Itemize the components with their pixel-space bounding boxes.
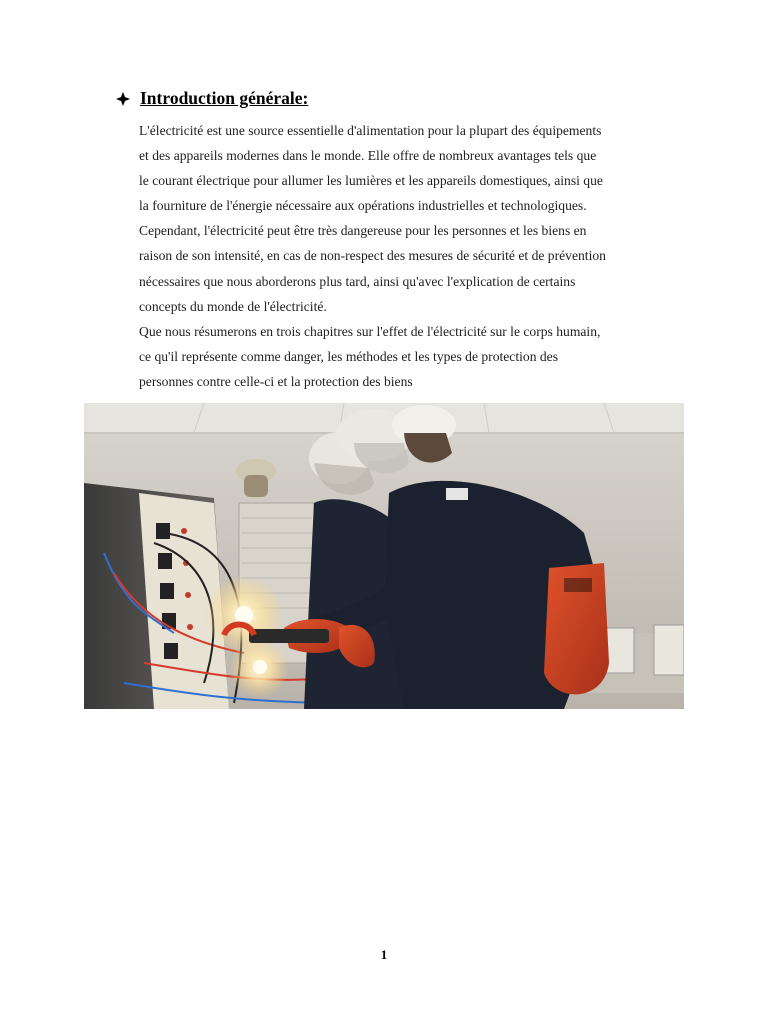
paragraph-line: la fourniture de l'énergie nécessaire aux opérations industrielles et technologiques. [139,198,587,214]
paragraph-line: ce qu'il représente comme danger, les méthodes et les types de protection des [139,348,559,364]
section-heading [116,88,308,109]
paragraph-line: Cependant, l'électricité peut être très dangereuse pour les personnes et les biens en [139,223,587,239]
paragraph-line: et des appareils modernes dans le monde. Elle offre de nombreux avantages tels que [139,148,597,164]
paragraph-line: Que nous résumerons en trois chapitres sur l'effet de l'électricité sur le corps humain, [139,323,601,339]
page-number: 1 [380,947,388,962]
diamond-bullet-icon [116,92,130,106]
paragraph-line: personnes contre celle-ci et la protection des biens [139,373,413,389]
paragraph-line: raison de son intensité, en cas de non-respect des mesures de sécurité et de prévention [139,248,606,264]
paragraph-line: nécessaires que nous aborderons plus tard, ainsi qu'avec l'explication de certains [139,273,576,289]
paragraph-line: concepts du monde de l'électricité. [139,298,327,314]
intro-paragraph [139,118,679,394]
heading-title: Introduction générale: [140,88,309,108]
paragraph-line: L'électricité est une source essentielle d'alimentation pour la plupart des équipements [139,123,602,138]
technicians-photo [84,403,684,709]
paragraph-line: le courant électrique pour allumer les lumières et les appareils domestiques, ainsi que [139,173,603,189]
